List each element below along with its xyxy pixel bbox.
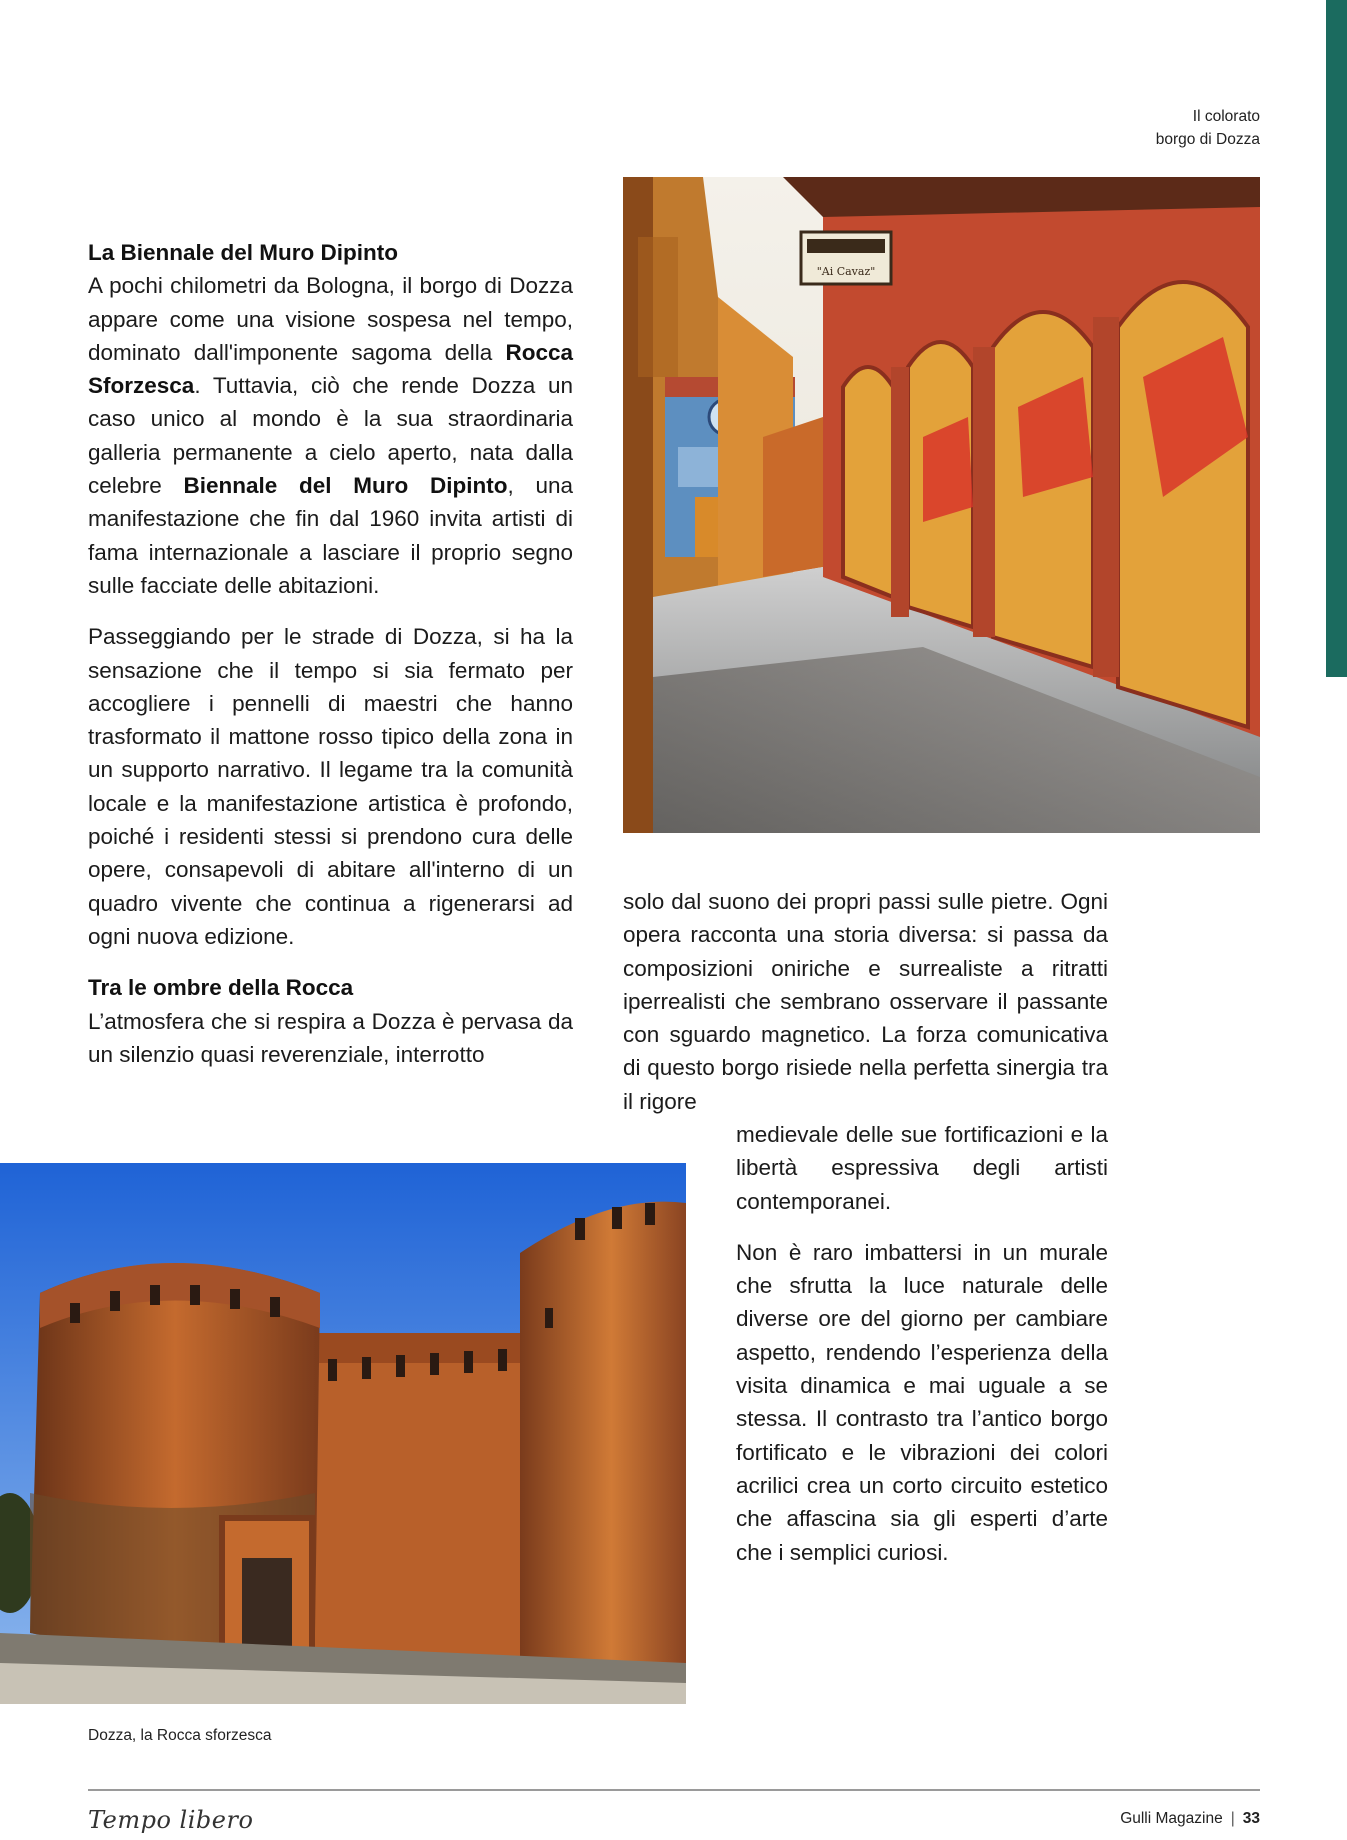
caption-line-1: Il colorato bbox=[1192, 108, 1260, 125]
paragraph-passeggiando: Passeggiando per le strade di Dozza, si ha la sensazione che il tempo si sia fermato per accogliere i pennelli di maestri che hanno trasformato il mattone rosso tipico della zona in un supporto narrativo. Il legame tra la comunità locale e la manifestazione artistica è profondo, poiché i residenti stessi si prendono cura delle opere, consapevoli di abitare all'interno di un quadro vivente che continua a rigenerarsi ad ogni nuova edizione. bbox=[88, 624, 573, 949]
article-column-right-top bbox=[623, 885, 1108, 1118]
photo-rocca-sforzesca bbox=[0, 1163, 686, 1704]
paragraph-atmosfera-end: medievale delle sue fortificazioni e la libertà espressiva degli artisti contemporanei. bbox=[736, 1122, 1108, 1214]
photo-dozza-street bbox=[623, 177, 1260, 833]
paragraph-atmosfera-start: L’atmosfera che si respira a Dozza è pervasa da un silenzio quasi reverenziale, interrotto bbox=[88, 1008, 573, 1067]
article-column-left bbox=[88, 236, 573, 1071]
bold-rocca-sforzesca: Rocca Sforzesca bbox=[88, 339, 573, 399]
footer-page-info bbox=[1120, 1810, 1260, 1828]
footer-separator: | bbox=[1230, 1810, 1235, 1827]
photo-caption-rocca: Dozza, la Rocca sforzesca bbox=[88, 1727, 272, 1744]
footer-section-name: Tempo libero bbox=[88, 1806, 254, 1834]
bold-biennale: Biennale del Muro Dipinto bbox=[183, 473, 508, 499]
section-heading-biennale: La Biennale del Muro Dipinto bbox=[88, 240, 399, 265]
paragraph-intro: A pochi chilometri da Bologna, il borgo di Dozza appare come una visione sospesa nel tempo, dominato dall'imponente sagoma della Rocca Sforzesca. Tuttavia, ciò che rende Dozza un caso unico al mondo è la sua straordinaria galleria permanente a cielo aperto, nata dalla celebre Biennale del Muro Dipinto, una manifestazione che fin dal 1960 invita artisti di fama internazionale a lasciare il proprio segno sulle facciate delle abitazioni. bbox=[88, 273, 574, 598]
footer-divider bbox=[88, 1789, 1260, 1791]
street-illustration bbox=[623, 177, 1260, 833]
section-heading-rocca: Tra le ombre della Rocca bbox=[88, 975, 354, 1001]
article-column-right-bottom bbox=[736, 1118, 1108, 1569]
photo-caption-street bbox=[1060, 105, 1260, 151]
section-color-tab bbox=[1326, 0, 1347, 677]
shop-sign-text: "Ai Cavaz" bbox=[816, 265, 876, 278]
paragraph-murale: Non è raro imbattersi in un murale che sfrutta la luce naturale delle diverse ore del giorno per cambiare aspetto, rendendo l’esperienza della visita dinamica e mai uguale a se stessa. Il contrasto tra l’antico borgo fortificato e le vibrazioni dei colori acrilici crea un corto circuito estetico che affascina sia gli esperti d’arte che i semplici curiosi. bbox=[736, 1239, 1108, 1565]
rocca-illustration bbox=[0, 1163, 686, 1704]
caption-line-2: borgo di Dozza bbox=[1155, 131, 1260, 148]
magazine-name: Gulli Magazine bbox=[1120, 1810, 1223, 1827]
page-number: 33 bbox=[1242, 1810, 1260, 1827]
paragraph-atmosfera-continued: solo dal suono dei propri passi sulle pietre. Ogni opera racconta una storia diversa: si passa da composizioni oniriche e surrealiste a ritratti iperrealisti che sembrano osservare il passante con sguardo magnetico. La forza comunicativa di questo borgo risiede nella perfetta sinergia tra il rigore bbox=[623, 889, 1108, 1114]
